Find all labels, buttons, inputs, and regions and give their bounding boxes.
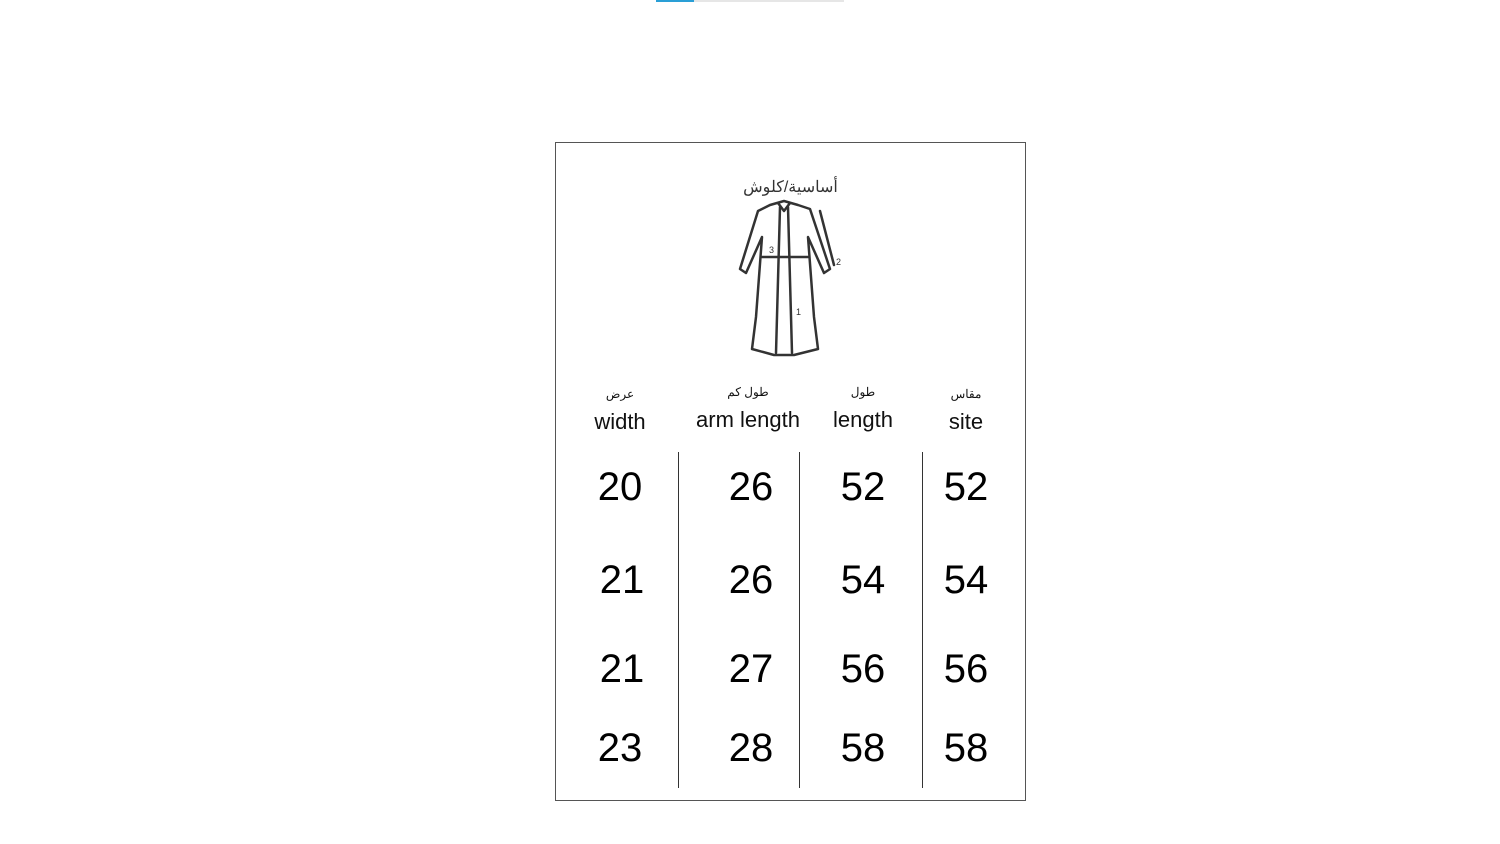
table-cell: 23	[597, 726, 643, 770]
chart-title: أساسية/كلوش	[743, 179, 838, 196]
column-header-site	[916, 385, 1016, 435]
table-cell: 54	[840, 558, 886, 602]
column-header-en: width	[594, 409, 646, 434]
scroll-indicator-fill	[656, 0, 694, 2]
table-cell: 52	[943, 465, 989, 509]
table-cell: 20	[597, 465, 643, 509]
column-header-en: arm length	[696, 407, 800, 432]
table-cell: 56	[943, 647, 989, 691]
table-cell: 52	[840, 465, 886, 509]
column-divider	[678, 452, 679, 788]
diagram-label-2: 2	[836, 257, 842, 267]
column-header-en: site	[948, 409, 984, 434]
table-cell: 54	[943, 558, 989, 602]
diagram-label-1: 1	[796, 307, 802, 317]
diagram-label-3: 3	[769, 245, 775, 255]
table-cell: 26	[728, 558, 774, 602]
abaya-diagram	[734, 199, 844, 359]
column-header-ar: عرض	[605, 387, 635, 401]
column-header-length	[813, 383, 913, 433]
table-cell: 56	[840, 647, 886, 691]
scroll-indicator	[656, 0, 844, 2]
table-cell: 58	[943, 726, 989, 770]
column-header-ar: طول	[850, 385, 876, 399]
column-header-arm-length	[683, 383, 813, 433]
table-cell: 58	[840, 726, 886, 770]
table-cell: 28	[728, 726, 774, 770]
size-chart-card	[555, 142, 1026, 801]
column-header-en: length	[833, 407, 893, 432]
column-header-ar: طول كم	[727, 385, 769, 399]
table-cell: 27	[728, 647, 774, 691]
table-cell: 26	[728, 465, 774, 509]
column-header-width	[570, 385, 670, 435]
column-header-ar: مقاس	[950, 387, 982, 401]
table-cell: 21	[599, 558, 645, 602]
table-cell: 21	[599, 647, 645, 691]
